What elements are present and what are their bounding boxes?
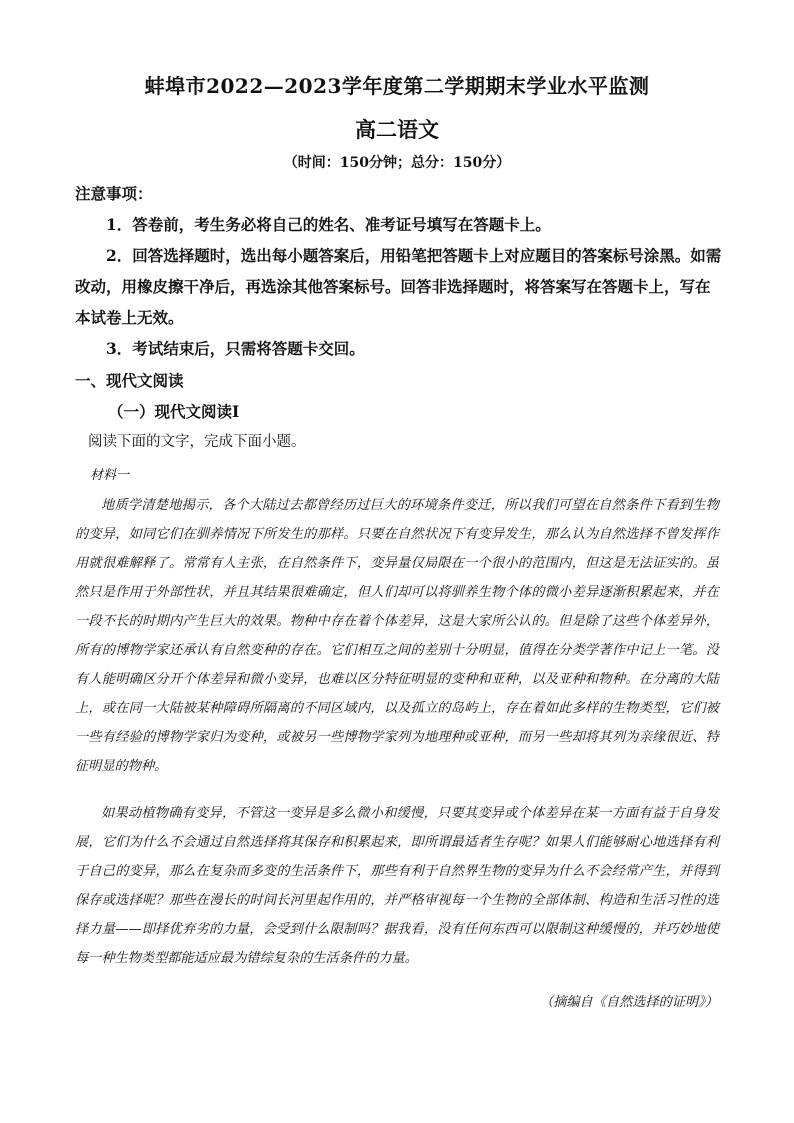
passage-paragraph-text: 如果动植物确有变异，不管这一变异是多么微小和缓慢，只要其变异或个体差异在某一方面有益于自身发展，它们为什么不会通过自然选择将其保存和积累起来，即所谓最适者生存呢？如果人们能够耐心地选择有利于自己的变异，那么在复杂而多变的生活条件下，那些有利于自然界生物的变异为什么不会经常产生，并得到保存或选择呢？那些在漫长的时间长河里起作用的，并严格审视每一个生物的全部体制、构造和生活习性的选择力量——即择优弃劣的力量，会受到什么限制吗？据我看，没有任何东西可以限制这种缓慢的，并巧妙地使每一种生物类型都能适应最为错综复杂的生活条件的力量。: [75, 806, 719, 966]
passage-source: （摘编自《自然选择的证明》）: [539, 995, 718, 1010]
passage-paragraph-text: 地质学清楚地揭示，各个大陆过去都曾经历过巨大的环境条件变迁，所以我们可望在自然条件下看到生物的变异，如同它们在驯养情况下所发生的那样。只要在自然状况下有变异发生，那么认为自然选择不曾发挥作用就很难解释了。常常有人主张，在自然条件下，变异量仅局限在一个很小的范围内，但这是无法证实的。虽然只是作用于外部性状，并且其结果很难确定，但人们却可以将驯养生物个体的微小差异逐渐积累起来，并在一段不长的时期内产生巨大的效果。物种中存在着个体差异，这是大家所公认的。但是除了这些个体差异外，所有的博物学家还承认有自然变种的存在。它们相互之间的差别十分明显，值得在分类学著作中记上一笔。没有人能明确区分开个体差异和微小变异，也难以区分特征明显的变种和亚种，以及亚种和物种。在分离的大陆上，或在同一大陆被某种障碍所隔离的不同区域内，以及孤立的岛屿上，存在着如此多样的生物类型，它们被一些有经验的博物学家归为变种，或被另一些博物学家列为地理种或亚种，而另一些却将其列为亲缘很近、特征明显的物种。: [75, 498, 719, 774]
section-subheading: （一）现代文阅读Ⅰ: [108, 402, 240, 421]
exam-title: 蚌埠市2022—2023学年度第二学期期末学业水平监测: [144, 74, 650, 98]
exam-time-info: （时间：150分钟；总分：150分）: [283, 155, 511, 171]
reading-instruction: 阅读下面的文字，完成下面小题。: [88, 434, 306, 450]
notice-item-1: 1．答卷前，考生务必将自己的姓名、准考证号填写在答题卡上。: [106, 215, 551, 234]
notice-heading: 注意事项：: [75, 184, 153, 203]
material-label: 材料一: [90, 468, 130, 483]
passage-paragraph-2: [75, 799, 719, 973]
section-heading: 一、现代文阅读: [75, 371, 184, 390]
passage-paragraph-1: [75, 491, 719, 781]
notice-item-3: 3．考试结束后，只需将答题卡交回。: [106, 339, 365, 358]
notice-block: [75, 178, 725, 364]
notice-item-2: 2．回答选择题时，选出每小题答案后，用铅笔把答题卡上对应题目的答案标号涂黑。如需改动，用橡皮擦干净后，再选涂其他答案标号。回答非选择题时，将答案写在答题卡上，写在本试卷上无效。: [75, 246, 722, 327]
exam-subject: 高二语文: [355, 117, 439, 142]
